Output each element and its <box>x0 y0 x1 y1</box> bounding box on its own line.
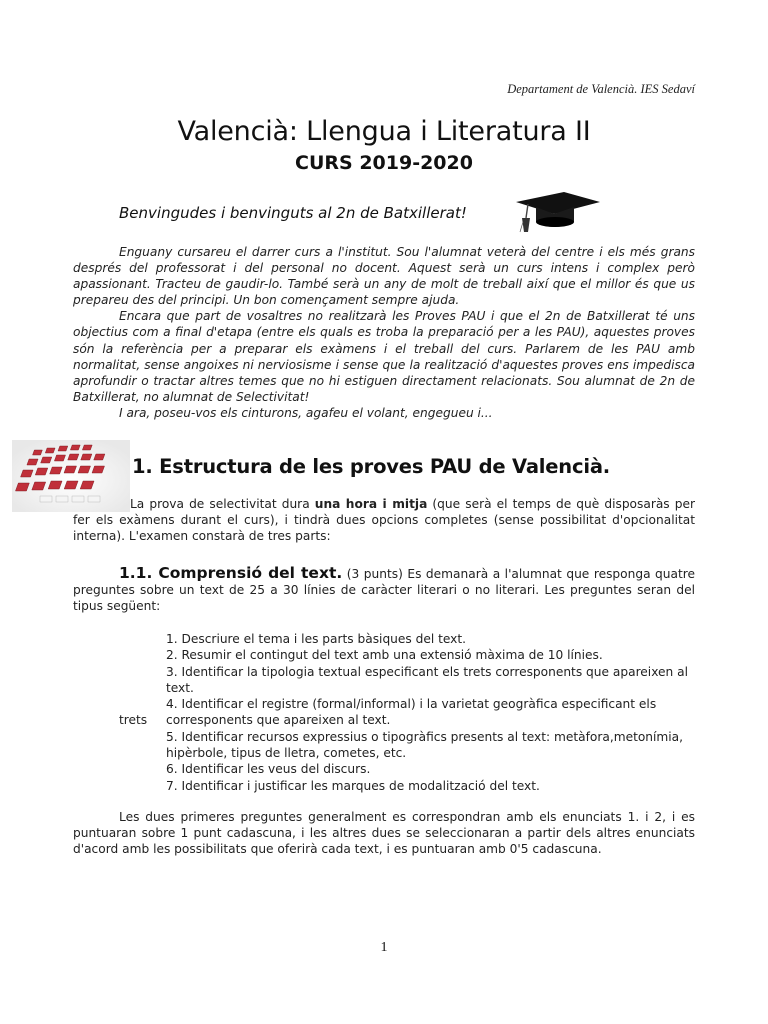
graduation-cap-icon <box>508 188 603 236</box>
intro-paragraph: Encara que part de vosaltres no realitzarà les Proves PAU i que el 2n de Batxillerat té uns objectius com a final d'etapa (entre els quals es troba la preparació per a les PAU), aquestes proves són la referència per a preparar els exàmens i el treball del curs. Parlarem de les PAU amb normalitat, sense angoixes ni nerviosisme i sense que la realització d'aquestes proves ens impedisca aprofundir o tractar altres temes que no hi estiguen directament relacionats. Sou alumnat de 2n de Batxillerat, no alumnat de Selectivitat! <box>73 309 695 404</box>
intro-text <box>73 244 695 421</box>
list-item: 3. Identificar la tipologia textual especificant els trets corresponents que apareixen al text. <box>166 664 688 695</box>
welcome-line: Benvingudes i benvinguts al 2n de Batxillerat! <box>119 204 467 222</box>
emphasized-text: una hora i mitja <box>314 497 428 511</box>
subsection-paragraph <box>73 565 695 615</box>
list-item: 6. Identificar les veus del discurs. <box>166 762 371 777</box>
department-header: Departament de Valencià. IES Sedaví <box>507 82 695 96</box>
points-label: (3 punts) <box>342 567 403 581</box>
list-item: 7. Identificar i justificar les marques de modalització del text. <box>166 778 540 793</box>
section-paragraph <box>73 496 695 545</box>
subsection-heading: 1.1. Comprensió del text. <box>119 564 343 582</box>
course-year: CURS 2019-2020 <box>295 152 473 174</box>
list-item: 4. Identificar el registre (formal/informal) i la varietat geogràfica especificant els corresponents que apareixen al text. <box>166 697 657 728</box>
intro-paragraph: Enguany cursareu el darrer curs a l'institut. Sou l'alumnat veterà del centre i els més grans després del professorat i del personal no docent. Aquest serà un curs intens i complex però apassionant. Tracteu de gaudir-lo. També serà un any de molt de treball així que el millor és que us prepareu des del principi. Un bon començament sempre ajuda. <box>73 245 695 308</box>
paragraph-text: La prova de selectivitat dura <box>130 497 315 511</box>
page-number: 1 <box>380 940 388 955</box>
paragraph-text: (que serà el temps de què disposaràs per fer els exàmens durant el curs), i tindrà dues opcions completes (sense possibilitat d'opcionalitat interna). L'examen constarà de tres parts: <box>73 497 696 544</box>
question-list <box>166 631 696 794</box>
paragraph-text: Les dues primeres preguntes generalment es correspondran amb els enunciats 1. i 2, i es puntuaran sobre 1 punt cadascuna, i les altres dues se seleccionaran a partir dels altres enunciats d'acord amb les possibilitats que oferirà cada text, i es puntuaran amb 0'5 cadascuna. <box>73 810 695 857</box>
stray-word: trets <box>119 713 148 727</box>
list-item: 5. Identificar recursos expressius o tipogràfics presents al text: metàfora,metonímia, hipèrbole, tipus de lletra, cometes, etc. <box>166 729 684 761</box>
intro-paragraph: I ara, poseu-vos els cinturons, agafeu el volant, engegueu i... <box>119 405 493 420</box>
section-heading: 1. Estructura de les proves PAU de Valencià. <box>132 455 610 478</box>
page-title: Valencià: Llengua i Literatura II <box>177 116 591 147</box>
list-item: 2. Resumir el contingut del text amb una extensió màxima de 10 línies. <box>166 648 603 663</box>
closing-paragraph <box>73 809 695 858</box>
paragraph-text: Es demanarà a l'alumnat que responga quatre preguntes sobre un text de 25 a 30 línies de caràcter literari o no literari. Les preguntes seran del tipus següent: <box>73 567 695 614</box>
list-item: 1. Descriure el tema i les parts bàsiques del text. <box>166 632 467 646</box>
